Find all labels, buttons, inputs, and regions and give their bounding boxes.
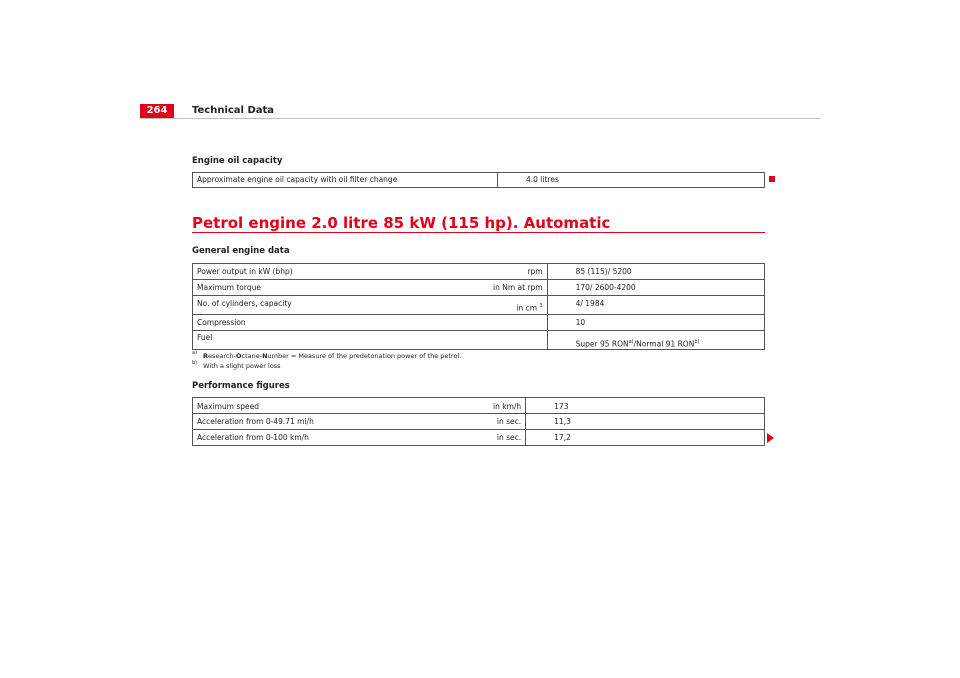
row-label: Acceleration from 0-49.71 mi/h xyxy=(193,414,490,430)
row-value xyxy=(547,330,764,350)
table-row xyxy=(193,430,765,446)
table-row xyxy=(193,296,765,315)
row-label: Compression xyxy=(193,314,490,330)
row-unit: in sec. xyxy=(489,430,526,446)
table-row xyxy=(193,264,765,280)
row-label: Fuel xyxy=(193,330,490,350)
row-value: 10 xyxy=(547,314,764,330)
row-label: Acceleration from 0-100 km/h xyxy=(193,430,490,446)
acronym-letter: O xyxy=(235,352,242,361)
section-rule xyxy=(192,232,765,233)
footnote-text: umber = Measure of the predetonation power of the petrol. xyxy=(267,352,462,361)
row-unit xyxy=(489,173,498,188)
row-label: Maximum torque xyxy=(193,280,490,296)
row-unit xyxy=(489,314,547,330)
page-number: 264 xyxy=(140,104,174,118)
footnote-b xyxy=(192,360,281,371)
footnote-mark: a) xyxy=(192,350,198,356)
table-row xyxy=(193,173,765,188)
row-unit: in Nm at rpm xyxy=(489,280,547,296)
general-engine-data-table xyxy=(192,263,765,350)
fuel-value-normal: /Normal 91 RON xyxy=(633,339,695,348)
row-unit: in km/h xyxy=(489,398,526,414)
table-row xyxy=(193,280,765,296)
footnote-text: esearch- xyxy=(208,352,236,361)
table-row xyxy=(193,414,765,430)
header-rule xyxy=(140,118,820,119)
table-row xyxy=(193,398,765,414)
row-label: Maximum speed xyxy=(193,398,490,414)
section-title: Petrol engine 2.0 litre 85 kW (115 hp). Automatic xyxy=(192,214,611,232)
row-unit: rpm xyxy=(489,264,547,280)
table-row xyxy=(193,330,765,350)
footnote-ref-a: a) xyxy=(628,338,634,345)
row-value: 17,2 xyxy=(526,430,765,446)
performance-figures-title: Performance figures xyxy=(192,381,290,391)
acronym-letter: R xyxy=(203,352,209,361)
row-unit xyxy=(489,296,547,315)
triangle-right-icon xyxy=(767,433,774,443)
unit-superscript: 3 xyxy=(539,303,543,309)
row-label: Power output in kW (bhp) xyxy=(193,264,490,280)
unit-text: in cm xyxy=(516,303,538,313)
square-end-icon xyxy=(769,176,775,182)
row-label: Approximate engine oil capacity with oil filter change xyxy=(193,173,490,188)
row-label: No. of cylinders, capacity xyxy=(193,296,490,315)
footnote-mark: b) xyxy=(192,360,198,366)
row-value: 4.0 litres xyxy=(498,173,765,188)
header-title: Technical Data xyxy=(192,105,275,116)
oil-capacity-title: Engine oil capacity xyxy=(192,156,283,166)
footnote-text: With a slight power loss xyxy=(203,362,281,371)
footnote-ref-b: b) xyxy=(694,338,700,345)
row-unit: in sec. xyxy=(489,414,526,430)
footnote-text: ctane- xyxy=(241,352,263,361)
row-value: 85 (115)/ 5200 xyxy=(547,264,764,280)
performance-figures-table xyxy=(192,397,765,446)
acronym-letter: N xyxy=(262,352,268,361)
row-value: 173 xyxy=(526,398,765,414)
oil-capacity-table xyxy=(192,172,765,188)
row-value: 4/ 1984 xyxy=(547,296,764,315)
fuel-value-super: Super 95 RON xyxy=(575,339,629,348)
row-unit xyxy=(489,330,547,350)
general-engine-data-title: General engine data xyxy=(192,246,290,256)
row-value: 11,3 xyxy=(526,414,765,430)
row-value: 170/ 2600-4200 xyxy=(547,280,764,296)
table-row xyxy=(193,314,765,330)
